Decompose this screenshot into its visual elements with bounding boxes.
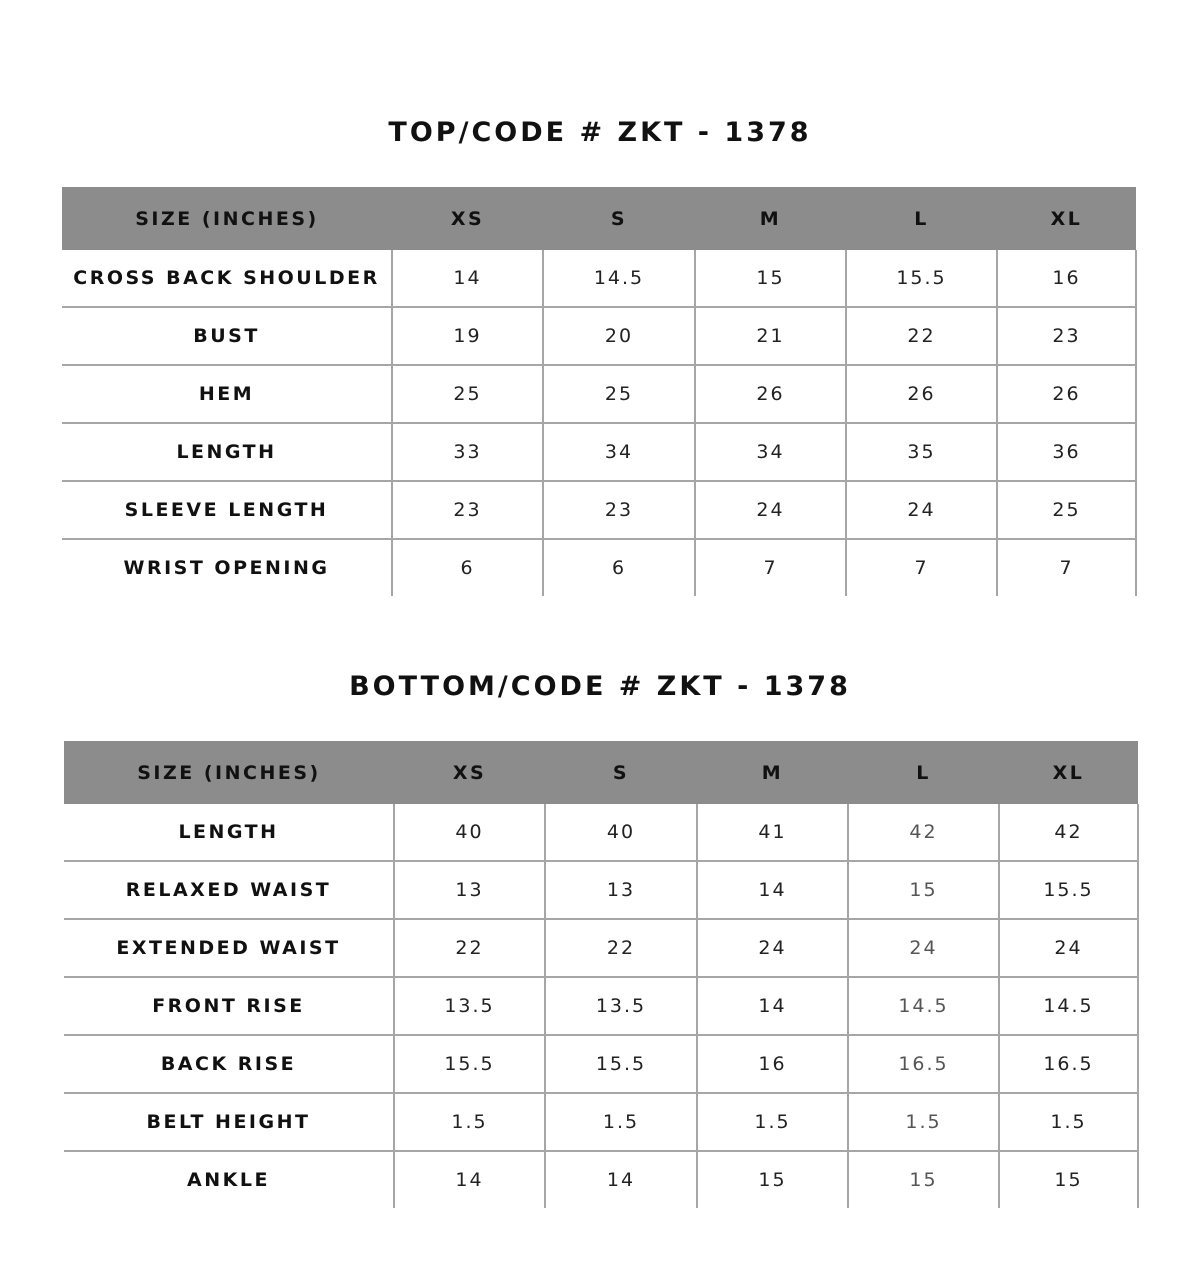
cell-value: 15.5 <box>545 1035 697 1093</box>
cell-value: 22 <box>394 919 545 977</box>
cell-value: 16.5 <box>999 1035 1138 1093</box>
cell-value: 7 <box>846 539 997 596</box>
table-row <box>64 919 1138 977</box>
cell-value: 15.5 <box>999 861 1138 919</box>
row-label: BUST <box>62 307 392 365</box>
header-xs: XS <box>392 187 543 250</box>
cell-value: 15 <box>999 1151 1138 1208</box>
table-header-row <box>64 741 1138 804</box>
bottom-size-table <box>64 741 1139 1208</box>
cell-value: 25 <box>392 365 543 423</box>
top-size-chart-title: TOP/CODE # ZKT - 1378 <box>388 117 812 148</box>
cell-value: 34 <box>543 423 695 481</box>
cell-value: 14 <box>697 977 848 1035</box>
cell-value: 15 <box>848 1151 999 1208</box>
cell-value: 36 <box>997 423 1136 481</box>
cell-value: 42 <box>999 804 1138 861</box>
cell-value: 15 <box>697 1151 848 1208</box>
cell-value: 25 <box>997 481 1136 539</box>
cell-value: 13.5 <box>394 977 545 1035</box>
row-label: ANKLE <box>187 1169 270 1191</box>
cell-value: 24 <box>695 481 846 539</box>
header-s: S <box>545 741 697 804</box>
cell-value: 6 <box>392 539 543 596</box>
table-row <box>64 1093 1138 1151</box>
cell-value: 1.5 <box>848 1093 999 1151</box>
row-label: LENGTH <box>62 423 392 481</box>
cell-value: 22 <box>846 307 997 365</box>
row-label: SLEEVE LENGTH <box>62 481 392 539</box>
cell-value: 7 <box>997 539 1136 596</box>
row-label: BELT HEIGHT <box>64 1093 394 1151</box>
row-label: CROSS BACK SHOULDER <box>62 250 392 307</box>
table-row <box>62 539 1136 596</box>
cell-value: 24 <box>999 919 1138 977</box>
header-xl: XL <box>999 741 1138 804</box>
cell-value: 25 <box>543 365 695 423</box>
cell-value: 13 <box>394 861 545 919</box>
cell-value: 1.5 <box>394 1093 545 1151</box>
cell-value: 15.5 <box>846 250 997 307</box>
cell-value: 15 <box>848 861 999 919</box>
cell-value: 1.5 <box>545 1093 697 1151</box>
cell-value: 14 <box>392 250 543 307</box>
cell-value: 24 <box>697 919 848 977</box>
cell-value: 40 <box>394 804 545 861</box>
table-row <box>64 804 1138 861</box>
cell-value: 26 <box>695 365 846 423</box>
cell-value: 23 <box>997 307 1136 365</box>
cell-value: 13 <box>545 861 697 919</box>
header-m: M <box>697 741 848 804</box>
cell-value: 14 <box>697 861 848 919</box>
cell-value: 20 <box>543 307 695 365</box>
cell-value: 23 <box>392 481 543 539</box>
cell-value: 41 <box>697 804 848 861</box>
table-row <box>64 977 1138 1035</box>
table-row <box>64 861 1138 919</box>
cell-value: 14 <box>545 1151 697 1208</box>
table-row <box>62 423 1136 481</box>
cell-value: 7 <box>695 539 846 596</box>
cell-value: 14.5 <box>543 250 695 307</box>
header-l: L <box>848 741 999 804</box>
cell-value: 14.5 <box>999 977 1138 1035</box>
row-label: BACK RISE <box>64 1035 394 1093</box>
cell-value: 42 <box>848 804 999 861</box>
cell-value: 1.5 <box>999 1093 1138 1151</box>
header-size-label: SIZE (INCHES) <box>64 741 394 804</box>
top-size-table <box>62 187 1137 596</box>
header-size-label: SIZE (INCHES) <box>62 187 392 250</box>
cell-value: 22 <box>545 919 697 977</box>
cell-value: 26 <box>846 365 997 423</box>
cell-value: 35 <box>846 423 997 481</box>
row-label: HEM <box>62 365 392 423</box>
cell-value: 24 <box>846 481 997 539</box>
header-xs: XS <box>394 741 545 804</box>
header-l: L <box>846 187 997 250</box>
bottom-size-chart-title: BOTTOM/CODE # ZKT - 1378 <box>349 671 851 702</box>
table-row <box>64 1151 1138 1208</box>
cell-value: 26 <box>997 365 1136 423</box>
cell-value: 15.5 <box>394 1035 545 1093</box>
cell-value: 16 <box>997 250 1136 307</box>
cell-value: 15 <box>695 250 846 307</box>
row-label: FRONT RISE <box>64 977 394 1035</box>
cell-value: 14.5 <box>848 977 999 1035</box>
cell-value: 1.5 <box>697 1093 848 1151</box>
row-label: EXTENDED WAIST <box>64 919 394 977</box>
cell-value: 19 <box>392 307 543 365</box>
cell-value: 16 <box>697 1035 848 1093</box>
cell-value: 23 <box>543 481 695 539</box>
table-row <box>62 365 1136 423</box>
table-row <box>64 1035 1138 1093</box>
cell-value: 21 <box>695 307 846 365</box>
table-row <box>62 481 1136 539</box>
row-label: LENGTH <box>64 804 394 861</box>
header-s: S <box>543 187 695 250</box>
cell-value: 33 <box>392 423 543 481</box>
cell-value: 16.5 <box>848 1035 999 1093</box>
row-label: RELAXED WAIST <box>64 861 394 919</box>
cell-value: 34 <box>695 423 846 481</box>
cell-value: 6 <box>543 539 695 596</box>
table-header-row <box>62 187 1136 250</box>
cell-value: 14 <box>394 1151 545 1208</box>
row-label: WRIST OPENING <box>123 557 330 579</box>
header-m: M <box>695 187 846 250</box>
cell-value: 13.5 <box>545 977 697 1035</box>
cell-value: 40 <box>545 804 697 861</box>
table-row <box>62 307 1136 365</box>
table-row <box>62 250 1136 307</box>
header-xl: XL <box>997 187 1136 250</box>
cell-value: 24 <box>848 919 999 977</box>
